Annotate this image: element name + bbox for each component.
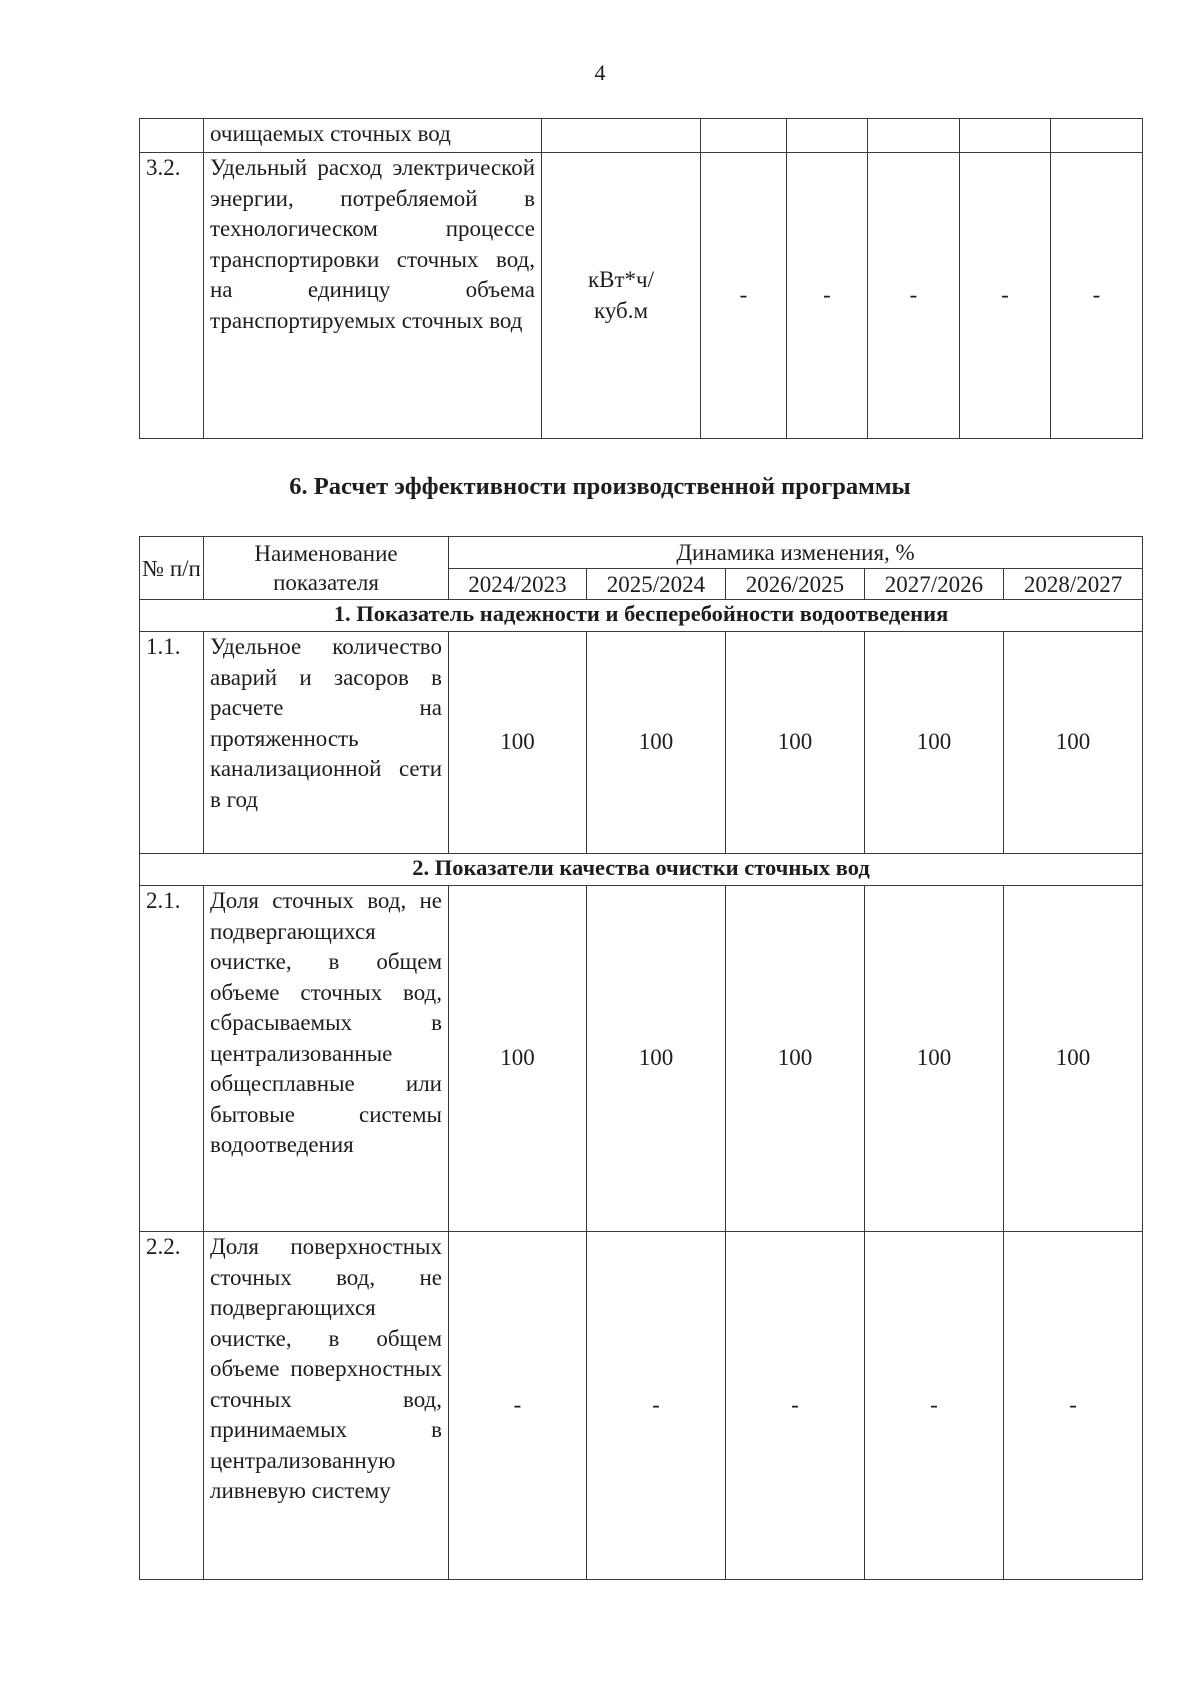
section-row: [140, 600, 1143, 632]
value-cell: -: [449, 1232, 587, 1580]
period-header: 2024/2023: [449, 569, 587, 600]
row-number: 3.2.: [140, 153, 204, 439]
value-cell: -: [868, 153, 960, 439]
header-row: [140, 537, 1143, 569]
continued-indicators-table: [139, 118, 1143, 439]
value-cell: 100: [726, 886, 865, 1232]
indicator-name-cell: Доля сточных вод, не подвергающихся очистке, в общем объеме сточных вод, сбрасываемых в централизованные общесплавные или бытовые системы водоотведения: [204, 886, 449, 1232]
indicator-name-cell: Удельное количество аварий и засоров в расчете на протяженность канализационной сети в год: [204, 632, 449, 854]
value-cell: -: [587, 1232, 726, 1580]
row-number: 2.2.: [140, 1232, 204, 1580]
value-cell: 100: [865, 886, 1004, 1232]
value-cell: 100: [587, 886, 726, 1232]
indicator-name-cell: Удельный расход электрической энергии, потребляемой в технологическом процессе транспортировки сточных вод, на единицу объема транспортируемых сточных вод: [204, 153, 542, 439]
dynamics-header: Динамика изменения, %: [449, 537, 1143, 569]
period-header: 2026/2025: [726, 569, 865, 600]
value-cell: 100: [449, 632, 587, 854]
row-number: 1.1.: [140, 632, 204, 854]
table-row: [140, 119, 1143, 153]
section-title: 1. Показатель надежности и бесперебойности водоотведения: [140, 600, 1143, 632]
unit-cell: кВт*ч/ куб.м: [542, 153, 701, 439]
table-row: [140, 632, 1143, 854]
value-cell: -: [960, 153, 1051, 439]
value-cell: 100: [726, 632, 865, 854]
value-cell: 100: [449, 886, 587, 1232]
period-header: 2028/2027: [1004, 569, 1143, 600]
value-cell: [960, 119, 1051, 153]
efficiency-table: [139, 536, 1143, 1580]
value-cell: 100: [865, 632, 1004, 854]
value-cell: 100: [1004, 886, 1143, 1232]
value-cell: [701, 119, 787, 153]
value-cell: 100: [1004, 632, 1143, 854]
value-cell: [868, 119, 960, 153]
row-number: 2.1.: [140, 886, 204, 1232]
unit-cell: [542, 119, 701, 153]
table-row: [140, 886, 1143, 1232]
num-header: № п/п: [140, 537, 204, 600]
section-title: 2. Показатели качества очистки сточных вод: [140, 854, 1143, 886]
value-cell: [787, 119, 868, 153]
table-row: [140, 153, 1143, 439]
indicator-name-cell: Доля поверхностных сточных вод, не подвергающихся очистке, в общем объеме поверхностных сточных вод, принимаемых в централизованную ливневую систему: [204, 1232, 449, 1580]
period-header: 2027/2026: [865, 569, 1004, 600]
section-row: [140, 854, 1143, 886]
value-cell: -: [1051, 153, 1143, 439]
section-heading: 6. Расчет эффективности производственной программы: [289, 473, 911, 500]
value-cell: 100: [587, 632, 726, 854]
value-cell: -: [701, 153, 787, 439]
period-header: 2025/2024: [587, 569, 726, 600]
indicator-name-cell: очищаемых сточных вод: [204, 119, 542, 153]
num-cell: [140, 119, 204, 153]
value-cell: [1051, 119, 1143, 153]
name-header: Наименование показателя: [204, 537, 449, 600]
page-number: 4: [594, 60, 606, 85]
value-cell: -: [1004, 1232, 1143, 1580]
value-cell: -: [726, 1232, 865, 1580]
value-cell: -: [787, 153, 868, 439]
table-row: [140, 1232, 1143, 1580]
value-cell: -: [865, 1232, 1004, 1580]
